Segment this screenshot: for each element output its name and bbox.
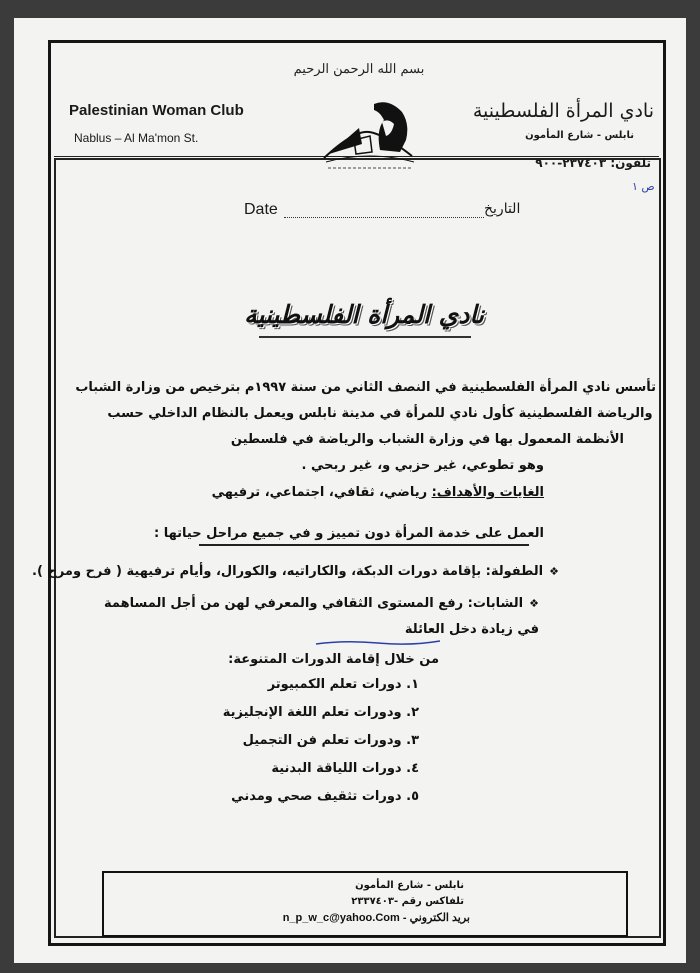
footer-email-label: بريد الكتروني - (402, 912, 470, 924)
intro-line-2: والرياضة الفلسطينية كأول نادي للمرأة في مدينة نابلس ويعمل بالنظام الداخلي حسب (107, 406, 653, 421)
document-page (14, 18, 686, 963)
course-item: ٣. ودورات تعلم فن التجميل (242, 733, 419, 748)
title-underline (259, 336, 471, 338)
date-label-english: Date (244, 201, 278, 218)
inner-border (54, 158, 661, 938)
mission-statement: العمل على خدمة المرأة دون تمييز و في جميع مراحل حياتها : (153, 526, 544, 541)
course-item: ٤. دورات اللياقة البدنية (271, 761, 419, 776)
footer-email-address[interactable]: n_p_w_c@yahoo.Com (282, 912, 400, 924)
footer-telefax: تلفاكس رقم -٢٣٣٧٤٠٣ (351, 896, 464, 907)
club-name-english: Palestinian Woman Club (69, 102, 244, 119)
goals-label: الغايات والأهداف: (431, 485, 544, 500)
date-label-arabic: التاريخ (484, 201, 521, 217)
mission-underline (199, 544, 529, 546)
course-item: ١. دورات تعلم الكمبيوتر (267, 677, 419, 692)
phone-arabic: تلفون: ٢٣٧٤٠٣-٩٠٠ (535, 156, 651, 170)
youth-continuation: في زيادة دخل العائلة (404, 622, 539, 637)
club-name-arabic: نادي المرأة الفلسطينية (472, 100, 654, 122)
footer-email-line (274, 911, 470, 924)
intro-line-3: الأنظمة المعمول بها في وزارة الشباب والرياضة في فلسطين (230, 432, 624, 447)
club-logo-icon (314, 90, 424, 180)
page-number-mark: ص ١ (632, 180, 655, 193)
course-item: ٥. دورات تثقيف صحي ومدني (231, 789, 419, 804)
page-title: نادي المرأة الفلسطينية (244, 300, 484, 329)
goals-line (164, 485, 544, 500)
date-field[interactable] (284, 207, 484, 218)
handwritten-underline-icon (314, 638, 442, 648)
course-item: ٢. ودورات تعلم اللغة الإنجليزية (222, 705, 419, 720)
youth-text: الشابات: رفع المستوى الثقافي والمعرفي لهن من أجل المساهمة (104, 596, 524, 611)
address-english: Nablus – Al Ma'mon St. (74, 131, 199, 145)
footer-address: نابلس - شارع المأمون (355, 880, 464, 891)
address-arabic: نابلس - شارع المأمون (525, 130, 634, 141)
basmala: بسم الله الرحمن الرحيم (293, 62, 425, 77)
intro-line-1: تأسس نادي المرأة الفلسطينية في النصف الثاني من سنة ١٩٩٧م بترخيص من وزارة الشباب (75, 380, 656, 395)
diamond-bullet-icon: ❖ (529, 597, 539, 610)
intro-line-4: وهو تطوعي، غير حزبي و، غير ربحي . (301, 458, 544, 473)
bullet-youth (89, 596, 539, 611)
courses-intro: من خلال إقامة الدورات المتنوعة: (228, 652, 439, 667)
diamond-bullet-icon: ❖ (549, 565, 559, 578)
goals-text: رياضي، ثقافي، اجتماعي، ترفيهي (211, 485, 428, 500)
bullet-childhood (32, 564, 559, 579)
childhood-text: الطفولة: بإقامة دورات الدبكة، والكاراتيه، والكورال، وأيام ترفيهية ( فرح ومرح ). (32, 564, 544, 579)
